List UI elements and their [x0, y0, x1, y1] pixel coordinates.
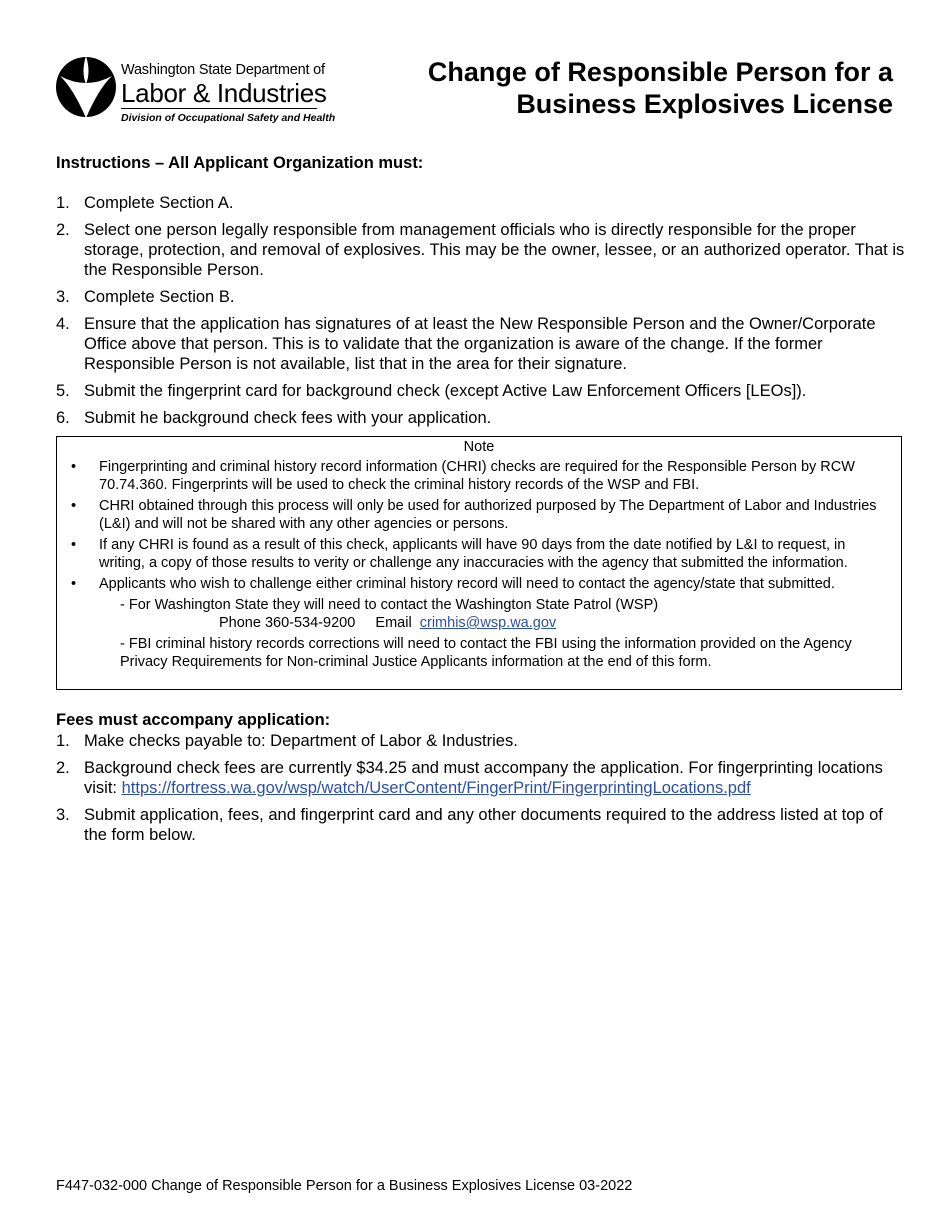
page-title-line-2: Business Explosives License — [516, 89, 893, 119]
page-title — [333, 56, 893, 120]
logo-line-division: Division of Occupational Safety and Health — [121, 112, 336, 124]
item-text: Complete Section B. — [84, 288, 235, 306]
note-text: Applicants who wish to challenge either criminal history record will need to contact the agency/state that submitted. — [99, 576, 835, 592]
bullet-icon: • — [71, 537, 77, 553]
list-item — [56, 758, 906, 798]
list-item — [57, 458, 901, 494]
item-text: Submit application, fees, and fingerprint card and any other documents required to the address listed at top of the form below. — [84, 806, 883, 844]
item-text: Submit the fingerprint card for background check (except Active Law Enforcement Officers [LEOs]). — [84, 382, 807, 400]
item-number: 1. — [56, 194, 70, 212]
list-item — [57, 575, 901, 593]
item-text: Select one person legally responsible from management officials who is directly responsible for the proper storage, protection, and removal of explosives. This may be the owner, lessee, or an authorized operator. That is the Responsible Person. — [84, 221, 905, 279]
page-title-line-1: Change of Responsible Person for a — [427, 57, 893, 87]
list-item — [56, 314, 906, 374]
note-bullet-list — [57, 458, 901, 593]
wsp-contact-line: - For Washington State they will need to contact the Washington State Patrol (WSP) — [120, 597, 659, 613]
list-item — [56, 287, 906, 307]
item-number: 6. — [56, 409, 70, 427]
fees-list — [56, 731, 906, 852]
list-item — [56, 731, 906, 751]
fingerprinting-locations-link[interactable]: https://fortress.wa.gov/wsp/watch/UserContent/FingerPrint/FingerprintingLocations.pdf — [121, 779, 751, 797]
note-text: Fingerprinting and criminal history record information (CHRI) checks are required for the Responsible Person by RCW 70.74.360. Fingerprints will be used to check the criminal history records of the WSP and FBI. — [99, 459, 855, 493]
item-number: 2. — [56, 221, 70, 239]
item-text: Complete Section A. — [84, 194, 234, 212]
instructions-heading: Instructions – All Applicant Organization must: — [56, 154, 424, 172]
list-item — [56, 193, 906, 213]
list-item — [57, 536, 901, 572]
bullet-icon: • — [71, 459, 77, 475]
wsp-email-link[interactable]: crimhis@wsp.wa.gov — [419, 615, 557, 631]
bullet-icon: • — [71, 576, 77, 592]
list-item — [56, 805, 906, 845]
note-text: If any CHRI is found as a result of this check, applicants will have 90 days from the date notified by L&I to request, in writing, a copy of those results to verity or challenge any inaccuracies with the agency that submitted the information. — [99, 537, 848, 571]
note-title: Note — [463, 439, 495, 455]
item-number: 5. — [56, 382, 70, 400]
fees-heading: Fees must accompany application: — [56, 711, 331, 729]
item-number: 4. — [56, 315, 70, 333]
list-item — [56, 408, 906, 428]
lni-logo-mark-icon — [55, 56, 117, 118]
item-number: 3. — [56, 288, 70, 306]
item-number: 1. — [56, 732, 70, 750]
note-box — [56, 436, 902, 690]
fbi-contact-line: - FBI criminal history records corrections will need to contact the FBI using the information provided on the Agency Privacy Requirements for Non-criminal Justice Applicants information at the end of this form. — [120, 636, 852, 670]
instructions-list — [56, 193, 906, 435]
item-text: Background check fees are currently $34.25 and must accompany the application. For fingerprinting locations visit: — [84, 759, 883, 797]
form-footer: F447-032-000 Change of Responsible Person for a Business Explosives License 03-2022 — [56, 1178, 633, 1194]
wsp-email-label: Email — [375, 615, 412, 631]
list-item — [57, 497, 901, 533]
item-number: 2. — [56, 759, 70, 777]
item-text: Make checks payable to: Department of Labor & Industries. — [84, 732, 518, 750]
wsp-phone: Phone 360-534-9200 — [219, 615, 356, 631]
logo-divider — [121, 108, 317, 109]
item-number: 3. — [56, 806, 70, 824]
list-item — [56, 381, 906, 401]
list-item — [56, 220, 906, 280]
wsp-contact-details — [219, 614, 901, 632]
item-text: Ensure that the application has signatures of at least the New Responsible Person and the Owner/Corporate Office above that person. This is to validate that the organization is aware of the change. If the former Responsible Person is not available, list that in the area for their signature. — [84, 315, 876, 373]
logo-line-department: Washington State Department of — [121, 62, 325, 78]
lni-logo — [55, 54, 336, 128]
note-text: CHRI obtained through this process will only be used for authorized purposed by The Department of Labor and Industries (L&I) and will not be shared with any other agencies or persons. — [99, 498, 877, 532]
bullet-icon: • — [71, 498, 77, 514]
item-text: Submit he background check fees with your application. — [84, 409, 492, 427]
logo-line-agency: Labor & Industries — [121, 78, 327, 108]
logo-wordmark — [121, 62, 335, 124]
